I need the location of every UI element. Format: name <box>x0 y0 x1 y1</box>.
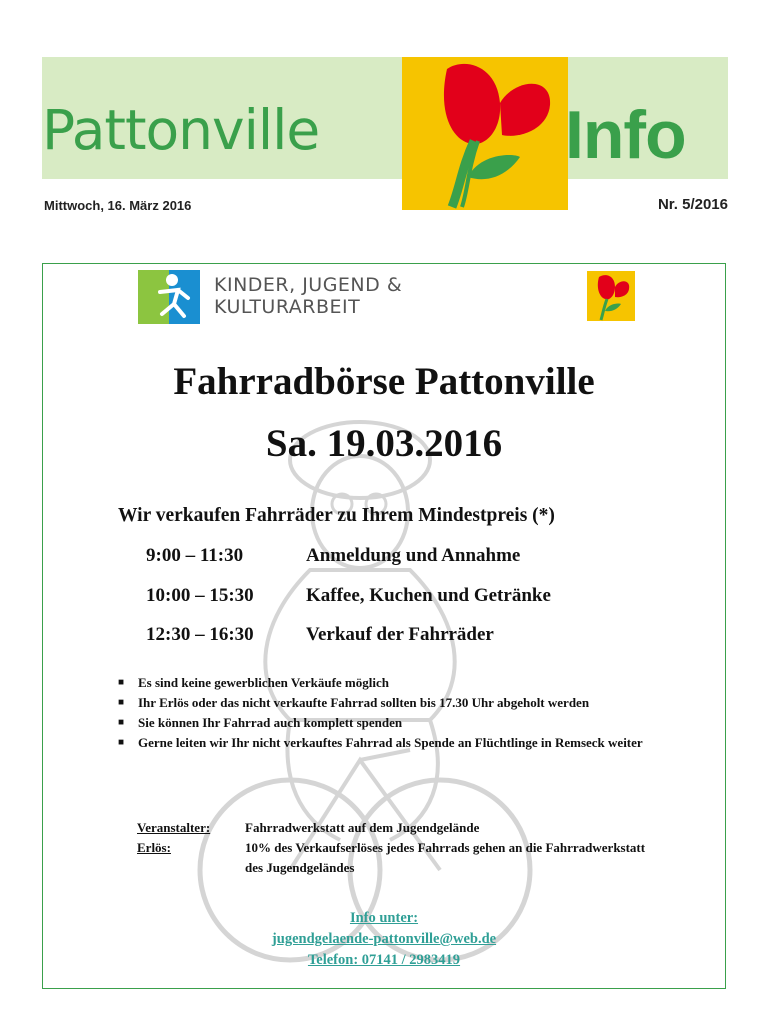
list-item <box>118 733 678 753</box>
event-title: Fahrradbörse Pattonville <box>173 360 595 403</box>
schedule-activity: Anmeldung und Annahme <box>306 545 521 566</box>
event-subtitle: Wir verkaufen Fahrräder zu Ihrem Mindestpreis (*) <box>118 505 555 526</box>
small-tulip-logo <box>587 271 635 321</box>
partner-line-2: KULTURARBEIT <box>214 296 361 318</box>
partner-logo <box>138 270 440 324</box>
list-item <box>118 673 678 693</box>
list-item-text: Es sind keine gewerblichen Verkäufe möglich <box>138 675 389 690</box>
list-item <box>118 693 678 713</box>
list-item <box>118 713 678 733</box>
schedule-time: 9:00 – 11:30 <box>146 545 244 566</box>
schedule-time: 10:00 – 15:30 <box>146 585 254 606</box>
organizer-label: Veranstalter: <box>137 820 211 835</box>
rules-list <box>118 673 678 753</box>
contact-block <box>42 908 726 971</box>
contact-phone: Telefon: 07141 / 2983419 <box>307 952 461 968</box>
bullet-icon: ■ <box>118 677 125 688</box>
schedule-activity: Verkauf der Fahrräder <box>306 624 494 645</box>
partner-name <box>214 274 402 318</box>
partner-line-1: KINDER, JUGEND & <box>214 274 403 296</box>
schedule-time: 12:30 – 16:30 <box>146 624 254 645</box>
proceeds-value: 10% des Verkaufserlöses jedes Fahrrads gehen an die Fahrradwerkstatt des Jugendgeländes <box>245 840 646 875</box>
tulip-icon <box>402 57 568 210</box>
contact-heading: Info unter: <box>349 910 419 926</box>
list-item-text: Sie können Ihr Fahrrad auch komplett spenden <box>138 715 403 730</box>
organizer-row <box>137 818 657 838</box>
organizer-block <box>137 818 657 878</box>
masthead-info: Info <box>565 97 686 173</box>
bullet-icon: ■ <box>118 697 125 708</box>
bullet-icon: ■ <box>118 717 125 728</box>
bullet-icon: ■ <box>118 737 125 748</box>
event-date: Sa. 19.03.2016 <box>265 422 503 465</box>
schedule-activity: Kaffee, Kuchen und Getränke <box>306 585 551 606</box>
organizer-value: Fahrradwerkstatt auf dem Jugendgelände <box>245 820 480 835</box>
tulip-logo <box>402 57 568 210</box>
list-item-text: Ihr Erlös oder das nicht verkaufte Fahrrad sollten bis 17.30 Uhr abgeholt werden <box>138 695 590 710</box>
contact-email-link[interactable]: jugendgelaende-pattonville@web.de <box>271 931 497 947</box>
runner-icon <box>138 270 200 324</box>
tulip-icon <box>587 271 635 321</box>
proceeds-label: Erlös: <box>137 840 171 855</box>
issue-date: Mittwoch, 16. März 2016 <box>44 198 192 213</box>
proceeds-row <box>137 838 657 878</box>
list-item-text: Gerne leiten wir Ihr nicht verkauftes Fahrrad als Spende an Flüchtlinge in Remseck weiter <box>138 735 643 750</box>
issue-number: Nr. 5/2016 <box>657 196 728 213</box>
masthead-title: Pattonville <box>42 98 320 162</box>
